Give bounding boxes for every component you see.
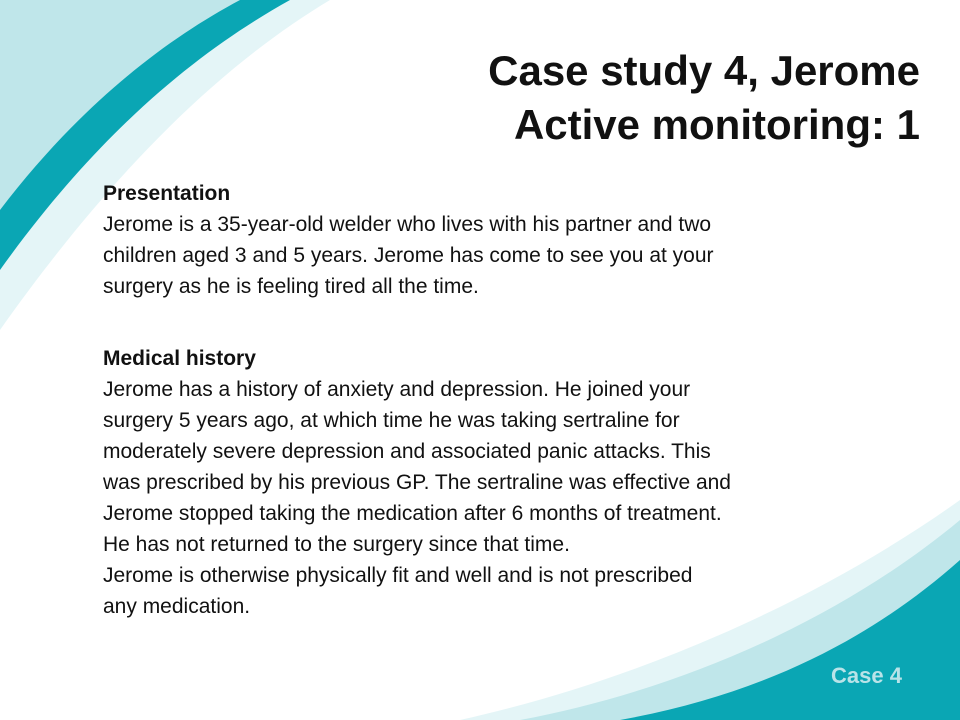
title-line-2: Active monitoring: 1	[513, 101, 920, 148]
medical-history-line: surgery 5 years ago, at which time he was taking sertraline for	[103, 409, 680, 432]
medical-history-line: moderately severe depression and associated panic attacks. This	[103, 440, 711, 463]
presentation-line: children aged 3 and 5 years. Jerome has come to see you at your	[103, 244, 714, 267]
medical-history-line: Jerome is otherwise physically fit and well and is not prescribed	[103, 564, 693, 587]
presentation-section	[103, 178, 923, 302]
presentation-line: surgery as he is feeling tired all the time.	[103, 275, 479, 298]
medical-history-line: any medication.	[103, 595, 251, 618]
medical-history-line: Jerome stopped taking the medication after 6 months of treatment.	[103, 502, 722, 525]
medical-history-line: He has not returned to the surgery since that time.	[103, 533, 570, 556]
medical-history-section	[103, 343, 923, 622]
medical-history-line: Jerome has a history of anxiety and depression. He joined your	[103, 378, 691, 401]
presentation-heading: Presentation	[103, 182, 231, 205]
slide-title	[488, 44, 920, 152]
presentation-line: Jerome is a 35-year-old welder who lives with his partner and two	[103, 213, 712, 236]
title-line-1: Case study 4, Jerome	[488, 47, 920, 94]
medical-history-heading: Medical history	[103, 347, 256, 370]
case-label: Case 4	[831, 663, 902, 688]
medical-history-line: was prescribed by his previous GP. The sertraline was effective and	[103, 471, 731, 494]
